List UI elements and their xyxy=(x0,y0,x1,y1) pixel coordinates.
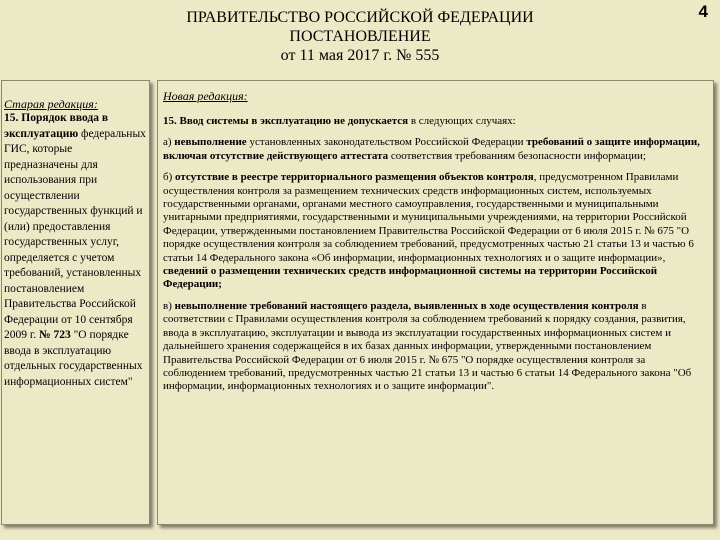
document-header xyxy=(0,8,720,65)
old-edition-text-1: федеральных ГИС, которые предназначены для использования при осуществлении государственных функций и (или) предоставления государственных услуг, определяется с учетом требований, установленных постановлением Правительства Российской Федерации от 10 сентября 2009 г. xyxy=(4,127,146,341)
p15-bold: 15. Ввод системы в эксплуатацию не допускается xyxy=(163,115,409,127)
new-edition-paragraph-c xyxy=(163,300,709,394)
p15-text: в следующих случаях: xyxy=(408,115,516,127)
pa-prefix: а) xyxy=(163,136,175,149)
old-edition-text-2: "О порядке ввода в эксплуатацию отдельных государственных информационных систем" xyxy=(4,329,143,388)
pc-bold-1: невыполнение требований настоящего раздела, выявленных в ходе осуществления контроля xyxy=(174,299,639,312)
new-edition-label: Новая редакция: xyxy=(163,89,248,103)
pa-text-2: соответствия требованиям безопасности информации; xyxy=(388,149,646,162)
new-edition-paragraph-a xyxy=(163,136,709,163)
document-type: ПОСТАНОВЛЕНИЕ xyxy=(289,28,431,45)
new-edition-paragraph-15 xyxy=(163,115,709,128)
old-edition-panel xyxy=(1,80,150,525)
pa-bold-1: невыполнение xyxy=(174,136,247,149)
pb-bold-1: отсутствие в реестре территориального размещения объектов контроля xyxy=(175,171,534,184)
pb-text-1: , предусмотренном Правилами осуществления контроля за размещением технических средств информационных систем, используемых государственными органами, органами местного самоуправления, государственными и муниципальными унитарными предприятиями, государственными и муниципальными учреждениями, на территории Российской Федерации, утвержденными постановлением Правительства Российской Федерации от 6 июля 2015 г. № 675 "О порядке осуществления контроля за соблюдением требований, предусмотренных частью 21 статьи 13 и частью 6 статьи 14 Федерального закона «Об информации, информационных технологиях и о защите информации», xyxy=(163,171,694,264)
pc-prefix: в) xyxy=(163,299,175,312)
pa-bold-2: требований о защите информации, включая отсутствие действующего аттестата xyxy=(163,136,700,162)
old-edition-bold-2: № 723 xyxy=(39,329,71,341)
old-edition-label: Старая редакция: xyxy=(4,97,98,111)
pa-text-1: установленных законодательством Российской Федерации xyxy=(246,136,527,149)
pb-bold-2: сведений о размещении технических средств информационной системы на территории Российской Федерации; xyxy=(163,265,658,291)
new-edition-paragraph-b xyxy=(163,171,709,292)
old-edition-text xyxy=(4,111,147,390)
pc-text-1: в соответствии с Правилами осуществления контроля за соблюдением требований к порядку создания, развития, ввода в эксплуатацию, эксплуатации и вывода из эксплуатации государственных информационных систем и дальнейшего хранения содержащейся в их базах данных информации, утвержденными постановлением Правительства Российской Федерации от 6 июля 2015 г. № 675 "О порядке осуществления контроля за соблюдением требований, предусмотренных частью 21 статьи 13 и частью 6 статьи 14 Федерального закона "Об информации, информационных технологиях и о защите информации". xyxy=(163,299,692,393)
old-edition-bold-1: 15. Порядок ввода в эксплуатацию xyxy=(4,112,109,140)
new-edition-text xyxy=(163,115,709,394)
page-number: 4 xyxy=(698,2,708,21)
government-title: ПРАВИТЕЛЬСТВО РОССИЙСКОЙ ФЕДЕРАЦИИ xyxy=(186,9,534,26)
new-edition-panel xyxy=(157,80,714,525)
pb-prefix: б) xyxy=(163,171,176,184)
document-date-number: от 11 мая 2017 г. № 555 xyxy=(280,47,440,64)
